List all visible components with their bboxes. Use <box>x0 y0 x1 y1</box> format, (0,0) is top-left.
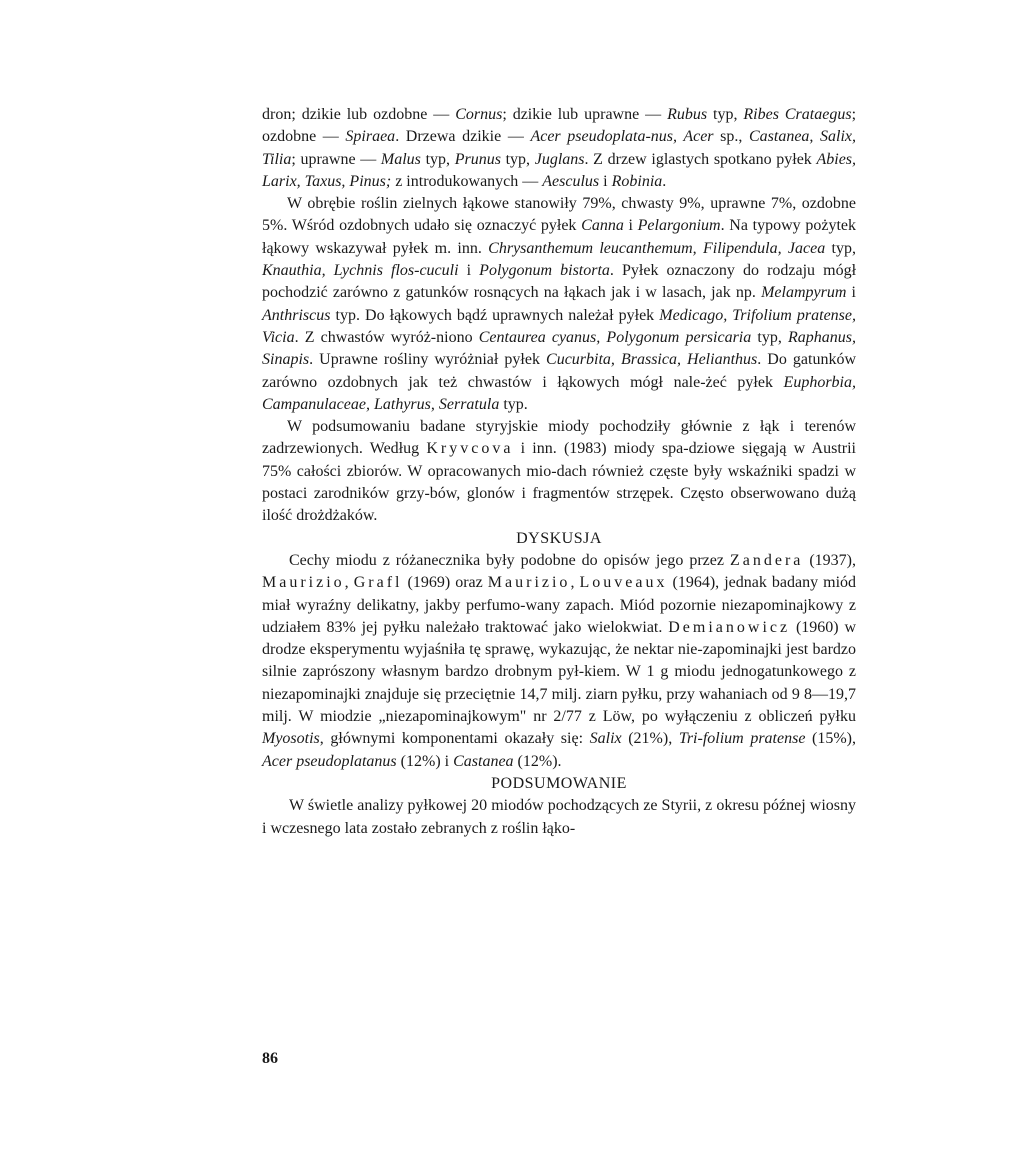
author-name: Grafl <box>353 574 403 592</box>
text-column <box>262 104 856 840</box>
taxon-name: Raphanus, Sinapis <box>262 328 857 369</box>
taxon-name: Polygonum bistorta <box>479 262 610 280</box>
text-run: i <box>846 284 856 302</box>
taxon-name: Melampyrum <box>761 284 847 302</box>
text-run: , <box>570 574 580 592</box>
text-run: typ, <box>420 150 455 168</box>
author-name: Kryvcova <box>426 440 514 458</box>
text-run: typ, <box>825 239 857 257</box>
text-run: (12%). <box>513 752 562 770</box>
text-run: i inn. (1983) miody spa-dziowe sięgają w Austrii 75% całości zbiorów. W opracowanych mio-dach również częste były wskaźniki spadzi w postaci zarodników grzy-bów, glonów i fragmentów strzępek. Często obserwowano dużą ilość drożdżaków. <box>262 440 856 525</box>
author-name: Maurizio <box>262 574 345 592</box>
taxon-name: Chrysanthemum leucanthemum, Filipendula, Jacea <box>488 239 826 257</box>
text-run: ; uprawne — <box>291 150 381 168</box>
text-run: sp., <box>713 128 749 146</box>
paragraph-discussion <box>262 550 856 773</box>
author-name: Demianowicz <box>668 618 791 636</box>
paragraph-plant-list <box>262 104 856 193</box>
taxon-name: Prunus <box>454 150 501 168</box>
text-run: . Z chwastów wyróż-niono <box>294 328 479 346</box>
taxon-name: Tri-folium pratense <box>678 730 806 748</box>
text-run: , <box>344 574 354 592</box>
text-run: z introdukowanych — <box>391 172 543 190</box>
taxon-name: Anthriscus <box>262 306 331 324</box>
taxon-name: Abies, Larix, Taxus, Pinus; <box>262 150 857 190</box>
taxon-name: Myosotis <box>262 730 320 748</box>
taxon-name: Robinia <box>611 172 663 190</box>
text-run: . Uprawne rośliny wyróżniał pyłek <box>309 351 547 369</box>
text-run: W podsumowaniu badane styryjskie miody pochodziły głównie z łąk i terenów zadrzewionych. Według <box>262 418 856 458</box>
text-run: i <box>458 262 480 280</box>
taxon-name: Ribes Crataegus <box>743 106 852 123</box>
text-run: (21%), <box>621 730 679 748</box>
text-run: dron; dzikie lub ozdobne — <box>262 106 456 123</box>
text-run: typ. Do łąkowych bądź uprawnych należał pyłek <box>330 306 660 324</box>
taxon-name: Rubus <box>667 106 708 123</box>
text-run: i <box>623 217 638 235</box>
text-run: . Drzewa dzikie — <box>395 128 531 146</box>
taxon-name: Acer pseudoplata-nus, Acer <box>530 128 714 146</box>
taxon-name: Castanea, Salix, Tilia <box>262 128 857 168</box>
text-run: . <box>662 172 667 190</box>
text-run: (15%), <box>805 730 857 748</box>
text-run: Cechy miodu z różanecznika były podobne do opisów jego przez <box>289 551 730 569</box>
taxon-name: Euphorbia, Campanulaceae, Lathyrus, Serratula <box>262 373 856 413</box>
section-heading-podsumowanie: PODSUMOWANIE <box>491 774 627 792</box>
text-run: (1964), jednak badany miód miał wyraźny delikatny, jakby perfumo-wany zapach. Miód pozornie niezapominajkowy z udziałem 83% jej pyłku należało traktować jako wielokwiat. <box>262 574 857 636</box>
taxon-name: Juglans <box>534 150 585 168</box>
text-run: i <box>599 172 612 190</box>
author-name: Maurizio <box>487 574 571 592</box>
text-run: W świetle analizy pyłkowej 20 miodów pochodzących ze Styrii, z okresu późnej wiosny i wczesnego lata zostało zebranych z roślin łąko- <box>262 797 856 837</box>
paragraph-summary-origin <box>262 416 856 527</box>
paragraph-conclusion <box>262 795 856 840</box>
text-run: (12%) i <box>396 752 454 770</box>
taxon-name: Knauthia, Lychnis flos-cuculi <box>262 262 459 280</box>
text-run: typ, <box>500 150 535 168</box>
page-number: 86 <box>262 1050 278 1067</box>
text-run: (1960) w drodze eksperymentu wyjaśniła tę sprawę, wykazując, że nektar nie-zapominajki jest bardzo silnie zaprószony własnym bardzo drobnym pył-kiem. W 1 g miodu jednogatunkowego z niezapominajki znajduje się przeciętnie 14,7 milj. ziarn pyłku, przy wahaniach od 9 8—19,7 milj. W miodzie „niezapominajkowym" nr 2/77 z Löw, po wyłączeniu z obliczeń pyłku <box>262 618 857 726</box>
text-run: ; dzikie lub uprawne — <box>502 106 668 123</box>
author-name: Louveaux <box>579 574 668 592</box>
text-run: . Do gatunków zarówno ozdobnych jak też chwastów i łąkowych mógł nale-żeć pyłek <box>262 351 857 391</box>
text-run: ; ozdobne — <box>262 106 857 146</box>
text-run: typ, <box>707 106 744 123</box>
taxon-name: Canna <box>581 217 624 235</box>
author-name: Zandera <box>729 551 804 569</box>
text-run: . Pyłek oznaczony do rodzaju mógł pochodzić zarówno z gatunków rosnących na łąkach jak i w lasach, jak np. <box>262 262 857 302</box>
taxon-name: Aesculus <box>542 172 600 190</box>
taxon-name: Acer pseudoplatanus <box>262 752 397 770</box>
taxon-name: Cornus <box>455 106 503 123</box>
text-run: typ, <box>751 328 789 346</box>
taxon-name: Centaurea cyanus, Polygonum persicaria <box>478 328 752 346</box>
text-run: , głównymi komponentami okazały się: <box>319 730 590 748</box>
taxon-name: Cucurbita, Brassica, Helianthus <box>546 351 758 369</box>
taxon-name: Castanea <box>453 752 514 770</box>
text-run: (1937), <box>803 551 857 569</box>
paragraph-herbaceous-plants <box>262 193 856 416</box>
taxon-name: Spiraea <box>345 128 396 146</box>
text-run: . Z drzew iglastych spotkano pyłek <box>584 150 817 168</box>
taxon-name: Pelargonium <box>637 217 721 235</box>
taxon-name: Malus <box>380 150 421 168</box>
text-run: . Na typowy pożytek łąkowy wskazywał pyłek m. inn. <box>262 217 856 257</box>
taxon-name: Medicago, Trifolium pratense, Vicia <box>262 306 856 346</box>
text-run: typ. <box>499 395 528 413</box>
text-run: W obrębie roślin zielnych łąkowe stanowiły 79%, chwasty 9%, uprawne 7%, ozdobne 5%. Wśród ozdobnych udało się oznaczyć pyłek <box>262 195 856 235</box>
taxon-name: Salix <box>589 730 622 748</box>
section-heading-dyskusja: DYSKUSJA <box>516 529 602 547</box>
text-run: (1969) oraz <box>402 574 488 592</box>
